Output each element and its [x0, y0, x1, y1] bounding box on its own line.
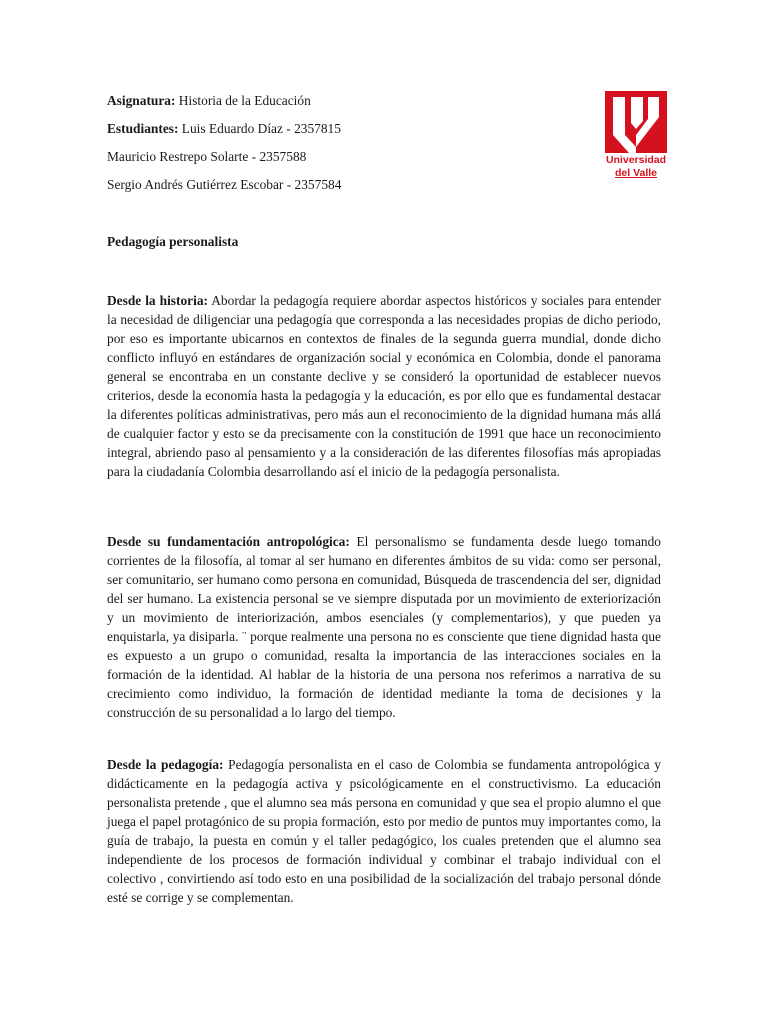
section-heading: Desde la historia: [107, 293, 208, 308]
asignatura-label: Asignatura: [107, 93, 176, 108]
estudiantes-value: Luis Eduardo Díaz - 2357815 [178, 121, 341, 136]
logo-line-2: del Valle [614, 167, 658, 179]
section-heading: Desde la pedagogía: [107, 757, 224, 772]
university-logo-icon [605, 91, 667, 153]
estudiantes-line [107, 120, 567, 138]
student-2: Mauricio Restrepo Solarte - 2357588 [107, 149, 307, 164]
estudiantes-label: Estudiantes: [107, 121, 179, 136]
section-body: Abordar la pedagogía requiere abordar aspectos históricos y sociales para entender la necesidad de diligenciar una pedagogía que corresponda a las necesidades propias de dicho periodo, por eso es importante ubicarnos en contextos de finales de la segunda guerra mundial, donde dicho conflicto influyó en estándares de organización social y económica en Colombia, donde el panorama general se encontraba en un constante declive y se consideró la oportunidad de establecer nuevos criterios, desde la economía hasta la pedagogía y la educación, es por ello que es fundamental destacar la diferentes políticas administrativas, pero más aun el reconocimiento de la dignidad humana más allá de cualquier factor y esto se da precisamente con la constitución de 1991 que hace un reconocimiento integral, abriendo paso al pensamiento y a la consideración de las diferentes filosofías más apropiadas para la ciudadanía Colombia desarrollando así el inicio de la pedagogía personalista. [107, 293, 661, 479]
section-body: Pedagogía personalista en el caso de Colombia se fundamenta antropológica y didácticamente en la pedagogía activa y psicológicamente en el constructivismo. La educación personalista pretende , que el alumno sea más persona en comunidad y que sea el propio alumno el que juega el papel protagónico de su propia formación, esto por medio de puntos muy importantes como, la guía de trabajo, la puesta en común y el taller pedagógico, los cuales pretenden que el alumno sea independiente de los procesos de formación individual y combinar el trabajo individual con el colectivo , convirtiendo así todo esto en una posibilidad de la socialización del trabajo personal dónde esté se corrige y se complementan. [107, 757, 661, 905]
university-logo [598, 91, 674, 179]
section-pedagogia [107, 755, 661, 907]
section-heading: Desde su fundamentación antropológica: [107, 534, 350, 549]
asignatura-value: Historia de la Educación [175, 93, 311, 108]
document-title: Pedagogía personalista [107, 234, 239, 249]
logo-line-1: Universidad [605, 154, 667, 166]
section-antropologica [107, 532, 661, 722]
section-body: El personalismo se fundamenta desde luego tomando corrientes de la filosofía, al tomar al ser humano en diferentes ámbitos de su vida: como ser personal, ser comunitario, ser humano como persona en comunidad, Búsqueda de trascendencia del ser, dignidad del ser humano. La existencia personal se ve siempre disputada por un movimiento de exteriorización y un movimiento de interiorización, ambos esenciales (y complementarios), y que pueden ya enquistarla, ya disiparla. ¨ porque realmente una persona no es consciente que tiene dignidad hasta que es expuesto a un grupo o comunidad, resalta la importancia de las interacciones sociales en la formación de la identidad. Al hablar de la historia de una persona nos referimos a narrativa de su crecimiento como individuo, la formación de identidad mediante la toma de decisiones y la construcción de su personalidad a lo largo del tiempo. [107, 534, 661, 720]
section-historia [107, 291, 661, 481]
asignatura-line [107, 92, 567, 110]
student-3: Sergio Andrés Gutiérrez Escobar - 2357584 [107, 177, 342, 192]
